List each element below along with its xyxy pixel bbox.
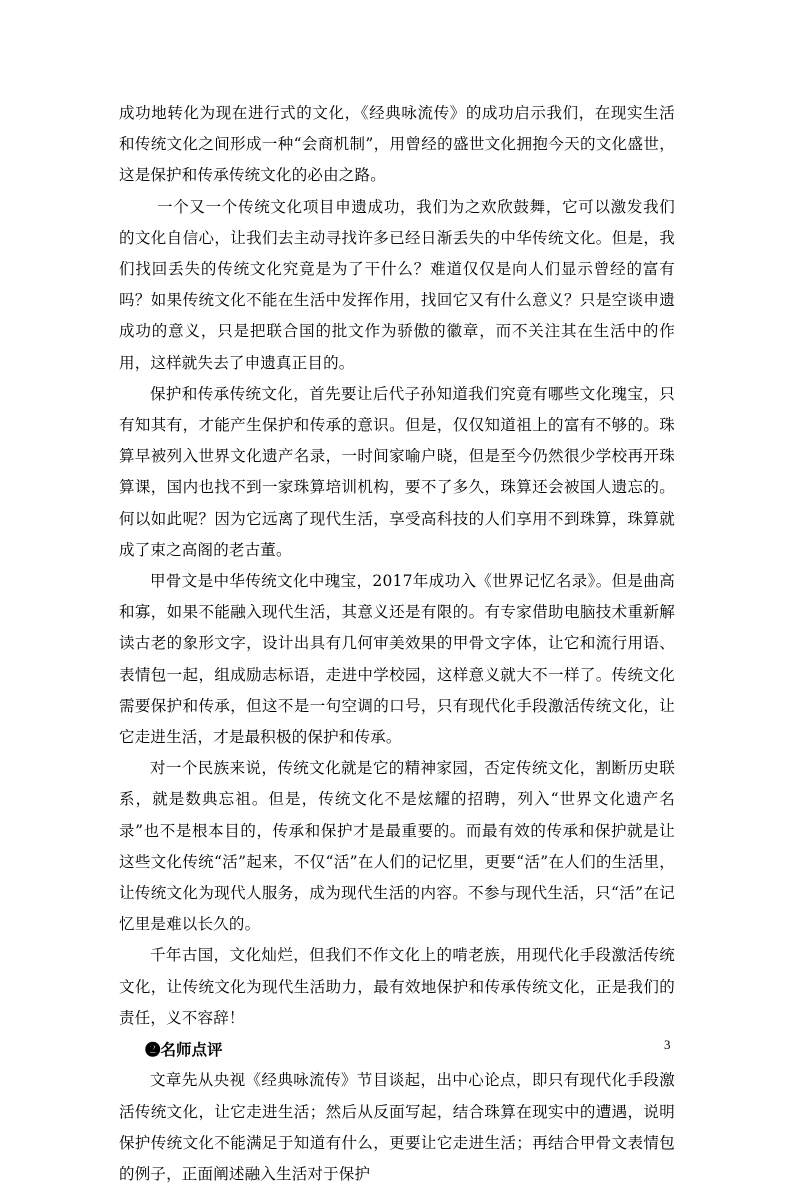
paragraph-6: 千年古国，文化灿烂，但我们不作文化上的啃老族，用现代化手段激活传统文化，让传统文化为现代生活助力，最有效地保护和传承传统文化，正是我们的责任，义不容辞！ <box>119 946 675 1027</box>
paragraph-4: 甲骨文是中华传统文化中瑰宝，2017年成功入《世界记忆名录》。但是曲高和寡，如果不能融入现代生活，其意义还是有限的。有专家借助电脑技术重新解读古老的象形文字，设计出具有几何审美效果的甲骨文字体，让它和流行用语、表情包一起，组成励志标语，走进中学校园，这样意义就大不一样了。传统文化需要保护和传承，但这不是一句空调的口号，只有现代化手段激活传统文化，让它走进生活，才是最积极的保护和传承。 <box>119 572 675 747</box>
paragraph-2: 一个又一个传统文化项目申遗成功，我们为之欢欣鼓舞，它可以激发我们的文化自信心，让我们去主动寻找许多已经日渐丢失的中华传统文化。但是，我们找回丢失的传统文化究竟是为了干什么？难道仅仅是向人们显示曾经的富有吗？如果传统文化不能在生活中发挥作用，找回它又有什么意义？只是空谈申遗成功的意义，只是把联合国的批文作为骄傲的徽章，而不关注其在生活中的作用，这样就失去了申遗真正目的。 <box>119 197 675 372</box>
paragraph-5: 对一个民族来说，传统文化就是它的精神家园，否定传统文化，割断历史联系，就是数典忘祖。但是，传统文化不是炫耀的招聘，列入“世界文化遗产名录”也不是根本目的，传承和保护才是最重要的。而最有效的传承和保护就是让这些文化传统“活”起来，不仅“活”在人们的记忆里，更要“活”在人们的生活里，让传统文化为现代人服务，成为现代生活的内容。不参与现代生活，只“活”在记忆里是难以长久的。 <box>119 759 675 934</box>
page-content <box>119 98 675 1190</box>
comment-paragraph: 文章先从央视《经典咏流传》节目谈起，出中心论点，即只有现代化手段激活传统文化，让它走进生活；然后从反面写起，结合珠算在现实中的遭遇，说明保护传统文化不能满足于知道有什么，更要让它走进生活；再结合甲骨文表情包的例子，正面阐述融入生活对于保护 <box>119 1071 675 1183</box>
paragraph-3: 保护和传承传统文化，首先要让后代子孙知道我们究竟有哪些文化瑰宝，只有知其有，才能产生保护和传承的意识。但是，仅仅知道祖上的富有不够的。珠算早被列入世界文化遗产名录，一时间家喻户晓，但是至今仍然很少学校再开珠算课，国内也找不到一家珠算培训机构，要不了多久，珠算还会被国人遗忘的。何以如此呢？因为它远离了现代生活，享受高科技的人们享用不到珠算，珠算就成了束之高阁的老古董。 <box>119 384 675 559</box>
comment-heading: ❷名师点评 <box>145 1040 223 1060</box>
paragraph-1: 成功地转化为现在进行式的文化，《经典咏流传》的成功启示我们，在现实生活和传统文化之间形成一种“会商机制”，用曾经的盛世文化拥抱今天的文化盛世，这是保护和传承传统文化的必由之路。 <box>119 104 675 185</box>
page-number: 3 <box>664 1037 671 1052</box>
